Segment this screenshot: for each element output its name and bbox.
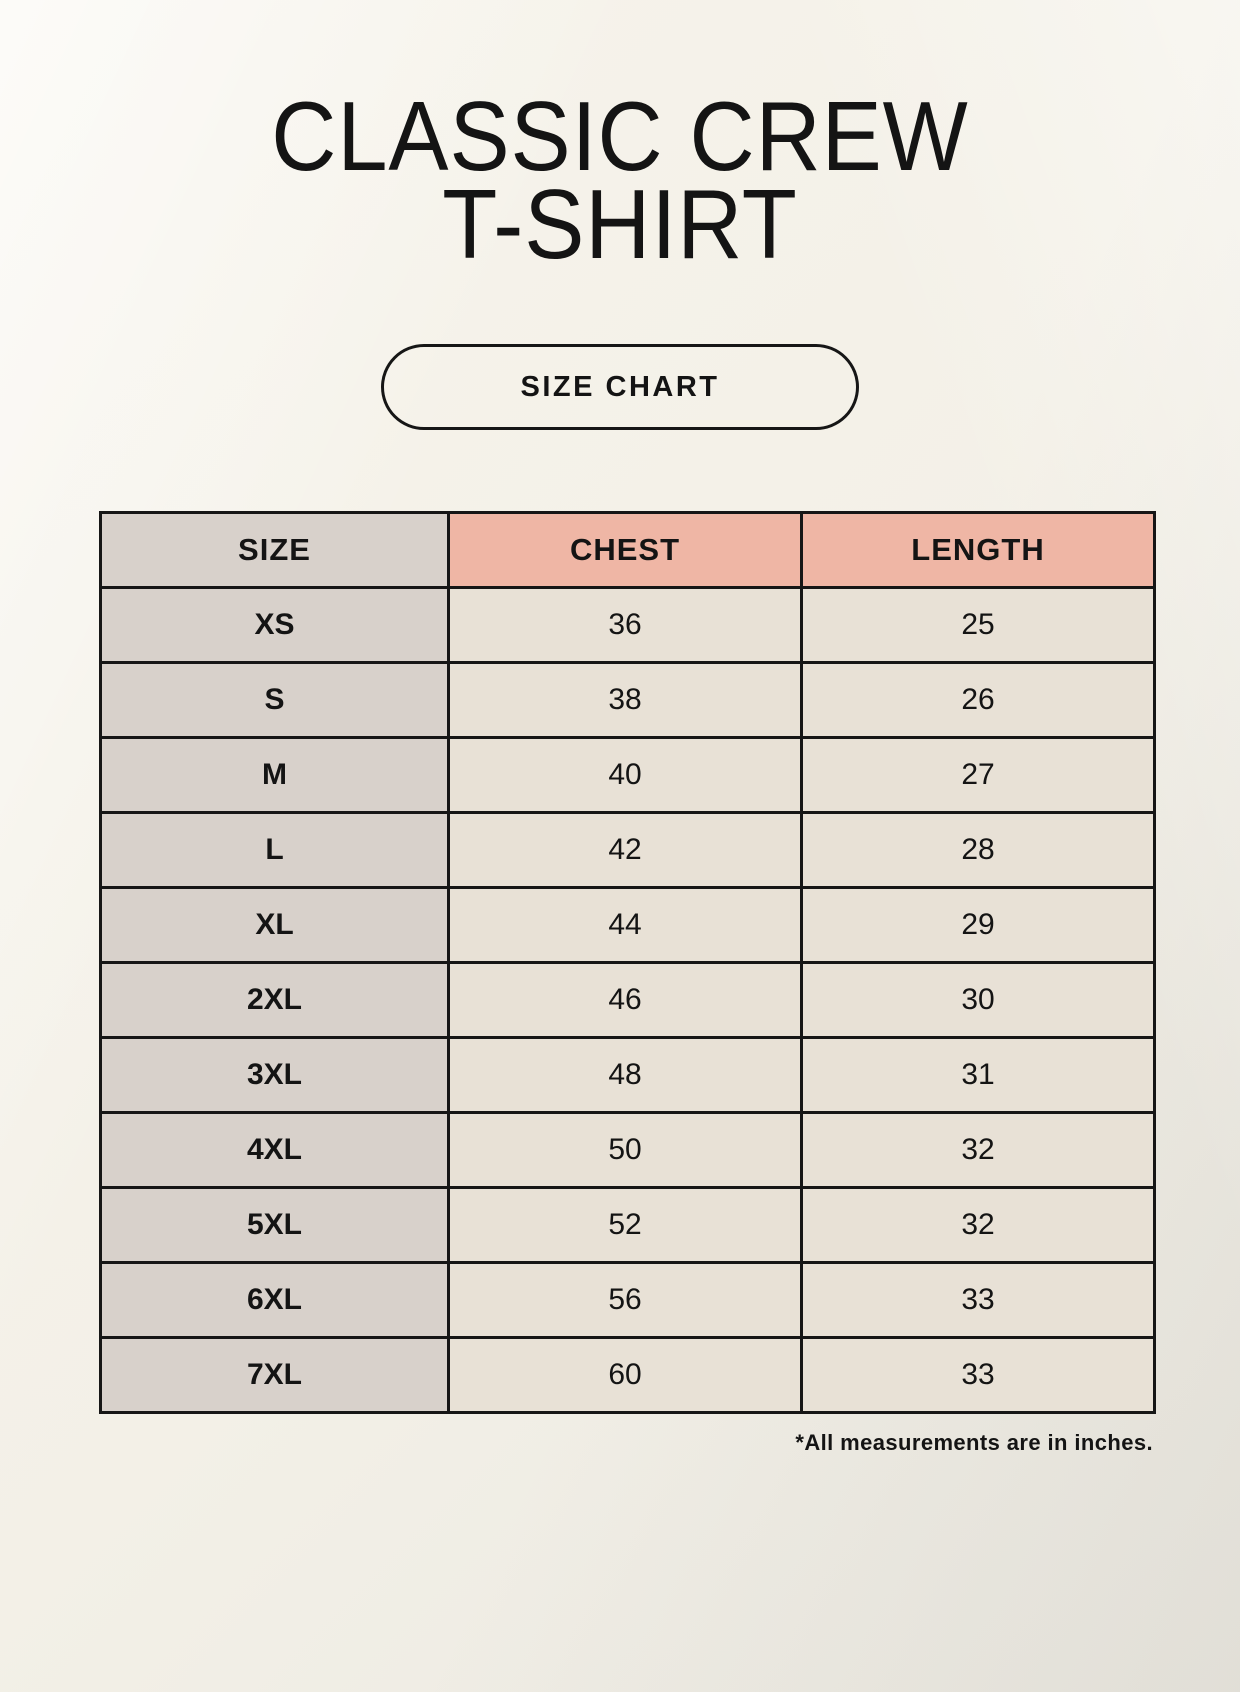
length-cell: 27 [802, 738, 1155, 813]
size-cell: 5XL [101, 1188, 449, 1263]
size-table [99, 511, 1156, 1414]
title-line-2: T-SHIRT [442, 169, 798, 279]
column-header-length: LENGTH [802, 513, 1155, 588]
chest-cell: 50 [449, 1113, 802, 1188]
table-row [101, 1188, 1155, 1263]
size-chart-page [0, 81, 1240, 1456]
table-row [101, 738, 1155, 813]
size-chart-button-label: SIZE CHART [520, 370, 720, 403]
size-cell: 2XL [101, 963, 449, 1038]
table-row [101, 588, 1155, 663]
size-cell: S [101, 663, 449, 738]
column-header-size: SIZE [101, 513, 449, 588]
length-cell: 31 [802, 1038, 1155, 1113]
chest-cell: 44 [449, 888, 802, 963]
table-row [101, 888, 1155, 963]
chest-cell: 40 [449, 738, 802, 813]
size-cell: 4XL [101, 1113, 449, 1188]
length-cell: 33 [802, 1263, 1155, 1338]
size-cell: M [101, 738, 449, 813]
table-header-row [101, 513, 1155, 588]
size-cell: XL [101, 888, 449, 963]
length-cell: 33 [802, 1338, 1155, 1413]
length-cell: 30 [802, 963, 1155, 1038]
title-line-1: CLASSIC CREW [271, 81, 969, 191]
length-cell: 29 [802, 888, 1155, 963]
table-row [101, 963, 1155, 1038]
size-chart-button[interactable] [381, 344, 859, 430]
length-cell: 26 [802, 663, 1155, 738]
size-cell: XS [101, 588, 449, 663]
chest-cell: 46 [449, 963, 802, 1038]
chest-cell: 60 [449, 1338, 802, 1413]
chest-cell: 56 [449, 1263, 802, 1338]
table-row [101, 663, 1155, 738]
footnote: *All measurements are in inches. [795, 1430, 1153, 1455]
table-row [101, 1113, 1155, 1188]
chest-cell: 38 [449, 663, 802, 738]
length-cell: 32 [802, 1188, 1155, 1263]
chest-cell: 52 [449, 1188, 802, 1263]
table-row [101, 1338, 1155, 1413]
chest-cell: 36 [449, 588, 802, 663]
size-cell: L [101, 813, 449, 888]
length-cell: 32 [802, 1113, 1155, 1188]
column-header-chest: CHEST [449, 513, 802, 588]
page-title [50, 81, 1191, 279]
table-row [101, 1038, 1155, 1113]
length-cell: 28 [802, 813, 1155, 888]
size-table-body [101, 588, 1155, 1413]
chest-cell: 48 [449, 1038, 802, 1113]
table-row [101, 1263, 1155, 1338]
length-cell: 25 [802, 588, 1155, 663]
size-cell: 6XL [101, 1263, 449, 1338]
size-cell: 3XL [101, 1038, 449, 1113]
size-cell: 7XL [101, 1338, 449, 1413]
table-row [101, 813, 1155, 888]
chest-cell: 42 [449, 813, 802, 888]
